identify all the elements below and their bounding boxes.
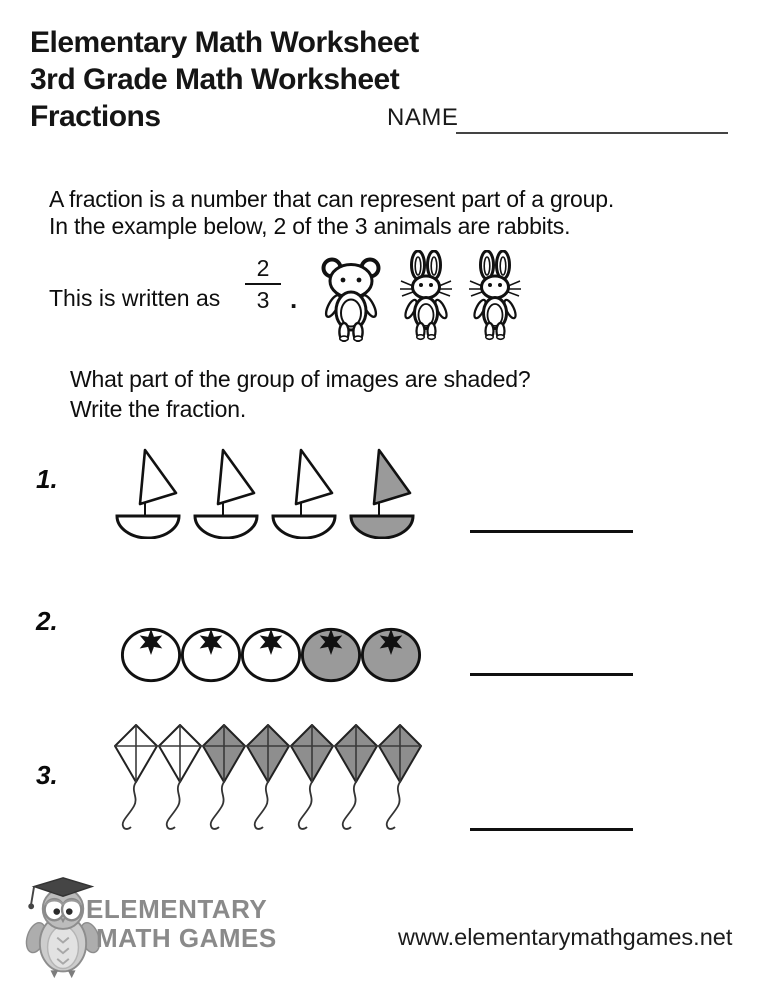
kite-tail: [255, 782, 268, 829]
worksheet-header: [30, 24, 419, 135]
problem-1-answer-line: [470, 530, 633, 533]
kite-tail: [343, 782, 356, 829]
tomato-star-shape: [180, 624, 242, 684]
worksheet-subject: Fractions: [30, 100, 161, 133]
rabbit-illustration: [399, 250, 453, 342]
kite-shape: [246, 724, 290, 832]
kite-tail: [167, 782, 180, 829]
website-url: www.elementarymathgames.net: [398, 924, 733, 950]
kite-shape: [158, 724, 202, 832]
kite-tail: [211, 782, 224, 829]
tomato-star-shape: [240, 624, 302, 684]
tomato-star-shape: [120, 624, 182, 684]
sailboat-shape: [349, 447, 415, 539]
fraction-numerator: 2: [256, 255, 270, 281]
name-label: NAME: [387, 104, 459, 131]
problem-3-shapes: [114, 724, 422, 832]
logo-wordmark: [86, 895, 277, 953]
problem-1-shapes: [115, 447, 415, 539]
example-fraction: [243, 254, 283, 314]
intro-paragraph: [49, 186, 614, 240]
bear-illustration: [318, 255, 384, 342]
question-text: [70, 364, 530, 424]
question-line2: Write the fraction.: [70, 396, 247, 422]
problem-1-number: 1.: [36, 464, 58, 494]
logo-text-line2: MATH GAMES: [96, 923, 277, 953]
rabbit-illustration: [468, 250, 522, 342]
kite-shape: [202, 724, 246, 832]
kite-tail: [387, 782, 400, 829]
tomato-star-shape: [300, 624, 362, 684]
written-as-label: This is written as: [49, 285, 221, 311]
problem-2-number: 2.: [36, 606, 58, 636]
worksheet-title-line2: 3rd Grade Math Worksheet: [30, 63, 400, 96]
question-line1: What part of the group of images are shaded?: [70, 366, 531, 392]
problem-3-answer-line: [470, 828, 633, 831]
kite-shape: [334, 724, 378, 832]
problem-3-number: 3.: [36, 760, 58, 790]
kite-tail: [299, 782, 312, 829]
kite-shape: [114, 724, 158, 832]
problem-2-shapes: [120, 624, 422, 684]
kite-shape: [290, 724, 334, 832]
fraction-bar: [245, 283, 281, 285]
sentence-period: .: [290, 284, 298, 314]
sailboat-shape: [271, 447, 337, 539]
worksheet-title-line1: Elementary Math Worksheet: [30, 26, 419, 59]
example-animals-group: [318, 248, 522, 342]
logo-text-line1: ELEMENTARY: [86, 894, 268, 924]
kite-shape: [378, 724, 422, 832]
problem-2-answer-line: [470, 673, 633, 676]
intro-line1: A fraction is a number that can represent part of a group.: [49, 186, 615, 212]
fraction-denominator: 3: [256, 287, 270, 313]
kite-tail: [123, 782, 136, 829]
sailboat-shape: [115, 447, 181, 539]
name-blank-line: [456, 111, 728, 134]
sailboat-shape: [193, 447, 259, 539]
intro-line2: In the example below, 2 of the 3 animals are rabbits.: [49, 213, 571, 239]
tomato-star-shape: [360, 624, 422, 684]
